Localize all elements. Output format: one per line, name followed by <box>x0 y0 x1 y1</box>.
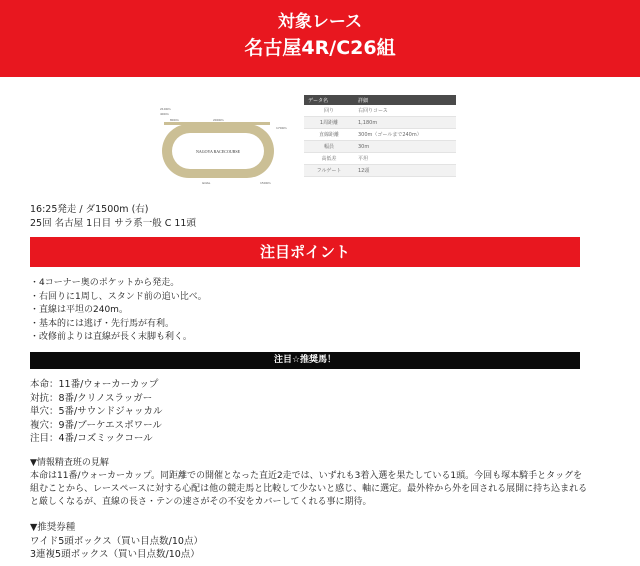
header-subtitle: 対象レース <box>277 12 363 32</box>
race-time-distance: 16:25発走 / ダ1500m (右) <box>30 204 149 215</box>
list-item: ・右回りに1周し、スタンド前の追い比べ。 <box>30 291 207 302</box>
svg-text:400m: 400m <box>160 112 169 116</box>
svg-text:800m: 800m <box>170 118 179 122</box>
svg-text:2000m: 2000m <box>213 118 224 122</box>
table-header: データ名 <box>304 95 354 105</box>
course-data-table <box>304 95 456 177</box>
points-heading: 注目ポイント <box>30 237 580 267</box>
pick-chumoku: 注目：4番/コズミックコール <box>30 433 153 445</box>
list-item: ・4コーナー奥のポケットから発走。 <box>30 278 180 288</box>
tickets-section <box>30 521 203 562</box>
table-header: 詳細 <box>354 95 456 105</box>
list-item: ・改修前よりは直線が長く末脚も利く。 <box>30 332 192 342</box>
race-info <box>30 203 196 231</box>
table-row: 幅員 30m <box>304 141 456 153</box>
ticket-item: ワイド5頭ボックス（買い目点数/10点） <box>30 535 203 547</box>
analysis-section <box>30 457 590 509</box>
ticket-item: 3連複5頭ボックス（買い目点数/10点） <box>30 549 200 560</box>
analysis-heading: ▼情報精査班の見解 <box>30 458 109 468</box>
picks-list <box>30 378 163 446</box>
svg-text:2100m: 2100m <box>160 107 171 111</box>
pick-fukuana: 複穴：9番/ブーケエスポワール <box>30 419 162 431</box>
list-item: ・直線は平坦の240m。 <box>30 305 128 315</box>
svg-text:1700m: 1700m <box>276 126 287 130</box>
list-item: ・基本的には逃げ・先行馬が有利。 <box>30 318 175 329</box>
pick-honmei: 本命：11番/ウォーカーカップ <box>30 379 159 390</box>
race-header-banner <box>0 0 640 77</box>
tickets-heading: ▼推奨券種 <box>30 522 76 533</box>
race-meeting-class: 25回 名古屋 1日目 サラ系一般 C 11頭 <box>30 218 196 229</box>
svg-text:1500m: 1500m <box>260 181 271 185</box>
svg-text:GOAL: GOAL <box>202 181 211 185</box>
pick-taikou: 対抗：8番/クリノスラッガー <box>30 392 153 404</box>
course-map <box>150 104 288 186</box>
table-row: 直線距離 300m（ゴールまで240m） <box>304 129 456 141</box>
table-row: 高低差 平坦 <box>304 153 456 165</box>
points-list <box>30 277 207 345</box>
recommend-heading: 注目☆推奨馬！ <box>30 352 580 369</box>
table-row: 回り 右回りコース <box>304 105 456 117</box>
course-map-name: NAGOYA RACECOURSE <box>195 149 241 154</box>
table-row: 1周距離 1,180m <box>304 117 456 129</box>
header-title: 名古屋4R/C26組 <box>244 37 396 59</box>
table-row: フルゲート 12頭 <box>304 165 456 177</box>
analysis-body: 本命は11番/ウォーカーカップ。同距離での開催となった直近2走では、いずれも3着入選を果たしている1頭。今回も塚本騎手とタッグを組むことから、レースペースに対する心配は他の競走馬と比較して少ないと感じ、軸に選定。最外枠から外を回される展開に持ち込まれると厳しくなるが、直線の長さ・テンの速さがその不安をカバーしてくれる事に期待。 <box>30 471 588 507</box>
pick-tanana: 単穴：5番/サウンドジャッカル <box>30 406 163 418</box>
